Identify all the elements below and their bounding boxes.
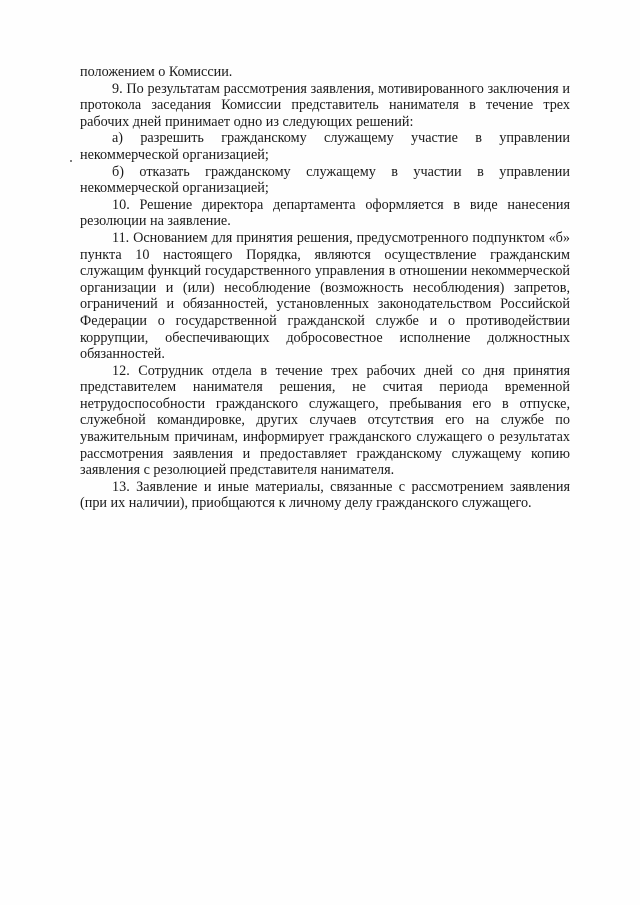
scan-speck <box>70 160 72 162</box>
paragraph-continuation: положением о Комиссии. <box>80 64 233 80</box>
paragraph-9: 9. По результатам рассмотрения заявления, мотивированного заключения и протокола заседания Комиссии представитель нанимателя в течение трех рабочих дней принимает одно из следующих решений: <box>80 80 570 130</box>
paragraph-9a: а) разрешить гражданскому служащему участие в управлении некоммерческой организацией; <box>80 130 570 163</box>
document-body <box>80 64 570 512</box>
paragraph-10: 10. Решение директора департамента оформляется в виде нанесения резолюции на заявление. <box>80 196 570 230</box>
paragraph-13: 13. Заявление и иные материалы, связанные с рассмотрением заявления (при их наличии), приобщаются к личному делу гражданского служащего. <box>80 478 570 512</box>
paragraph-12: 12. Сотрудник отдела в течение трех рабочих дней со дня принятия представителем нанимателя решения, не считая периода временной нетрудоспособности гражданского служащего, пребывания его в отпуске, служебной командировке, других случаев отсутствия его на службе по уважительным причинам, информирует гражданского служащего о результатах рассмотрения заявления и предоставляет гражданскому служащему копию заявления с резолюцией представителя нанимателя. <box>80 362 570 479</box>
paragraph-9b: б) отказать гражданскому служащему в участии в управлении некоммерческой организацией; <box>80 163 570 197</box>
paragraph-11: 11. Основанием для принятия решения, предусмотренного подпунктом «б» пункта 10 настоящего Порядка, являются осуществление гражданским служащим функций государственного управления в отношении некоммерческой организации и (или) несоблюдение (возможность несоблюдения) запретов, ограничений и обязанностей, установленных законодательством Российской Федерации о государственной гражданской службе и о противодействии коррупции, обеспечивающих добросовестное исполнение должностных обязанностей. <box>80 229 570 363</box>
